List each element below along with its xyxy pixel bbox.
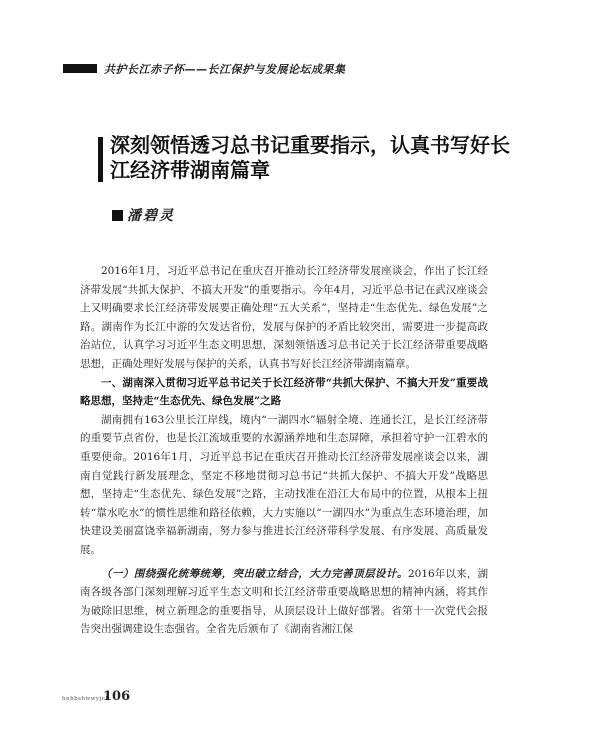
section-heading-1: 一、湖南深入贯彻习近平总书记关于长江经济带“共抓大保护、不搞大开发”重要战略思想，坚持走“生态优先、绿色发展”之路	[80, 376, 488, 408]
subsection-heading-1: （一）围绕强化统筹统筹，突出破立结合，大力完善顶层设计。	[101, 567, 408, 580]
title-rule	[98, 137, 103, 182]
running-header: 共护长江赤子怀——长江保护与发展论坛成果集	[104, 63, 346, 76]
article-author: 潘碧灵	[127, 208, 175, 224]
article-body	[80, 262, 488, 639]
footer-code: hnhbshwwyjcl	[62, 696, 108, 702]
paragraph-hunan: 湖南拥有163公里长江岸线，境内“一湖四水”辐射全境、连通长江，是长江经济带的重要节点省份，也是长江流域重要的水源涵养地和生态屏障，承担着守护一江碧水的重要使命。2016年1月，习近平总书记在重庆召开推动长江经济带发展座谈会以来，湖南自觉践行新发展理念，坚定不移地贯彻习总书记“共抓大保护、不搞大开发”战略思想，坚持走“生态优先、绿色发展”之路，主动找准在沿江大布局中的位置，从根本上扭转“靠水吃水”的惯性思维和路径依赖，大力实施以“一湖四水”为重点生态环境治理，加快建设美丽富饶幸福新湖南，努力参与推进长江经济带科学发展、有序发展、高质量发展。	[80, 413, 488, 556]
article-title: 深刻领悟透习总书记重要指示，认真书写好长江经济带湖南篇章	[110, 133, 510, 182]
subsection-text-1: 2016年以来，湖南各级各部门深刻理解习近平生态文明和长江经济带重要战略思想的精神内涵，将其作为破除旧思维，树立新理念的重要指导，从顶层设计上做好部署。省第十一次党代会报告突出强调建设生态强省。全省先后颁布了《湖南省湘江保	[80, 567, 488, 636]
header-bar-ornament	[63, 64, 97, 73]
paragraph-subsection-1	[80, 565, 488, 639]
author-marker	[112, 210, 123, 221]
paragraph-intro: 2016年1月，习近平总书记在重庆召开推动长江经济带发展座谈会，作出了长江经济带发展“共抓大保护、不搞大开发”的重要指示。今年4月，习近平总书记在武汉座谈会上又明确要求长江经济带发展要正确处理“五大关系”，坚持走“生态优先、绿色发展”之路。湖南作为长江中游的欠发达省份，发展与保护的矛盾比较突出，需要进一步提高政治站位，认真学习习近平生态文明思想，深刻领悟透习总书记关于长江经济带重要战略思想，正确处理好发展与保护的关系，认真书写好长江经济带湖南篇章。	[80, 265, 488, 370]
page-number: 106	[103, 689, 131, 704]
